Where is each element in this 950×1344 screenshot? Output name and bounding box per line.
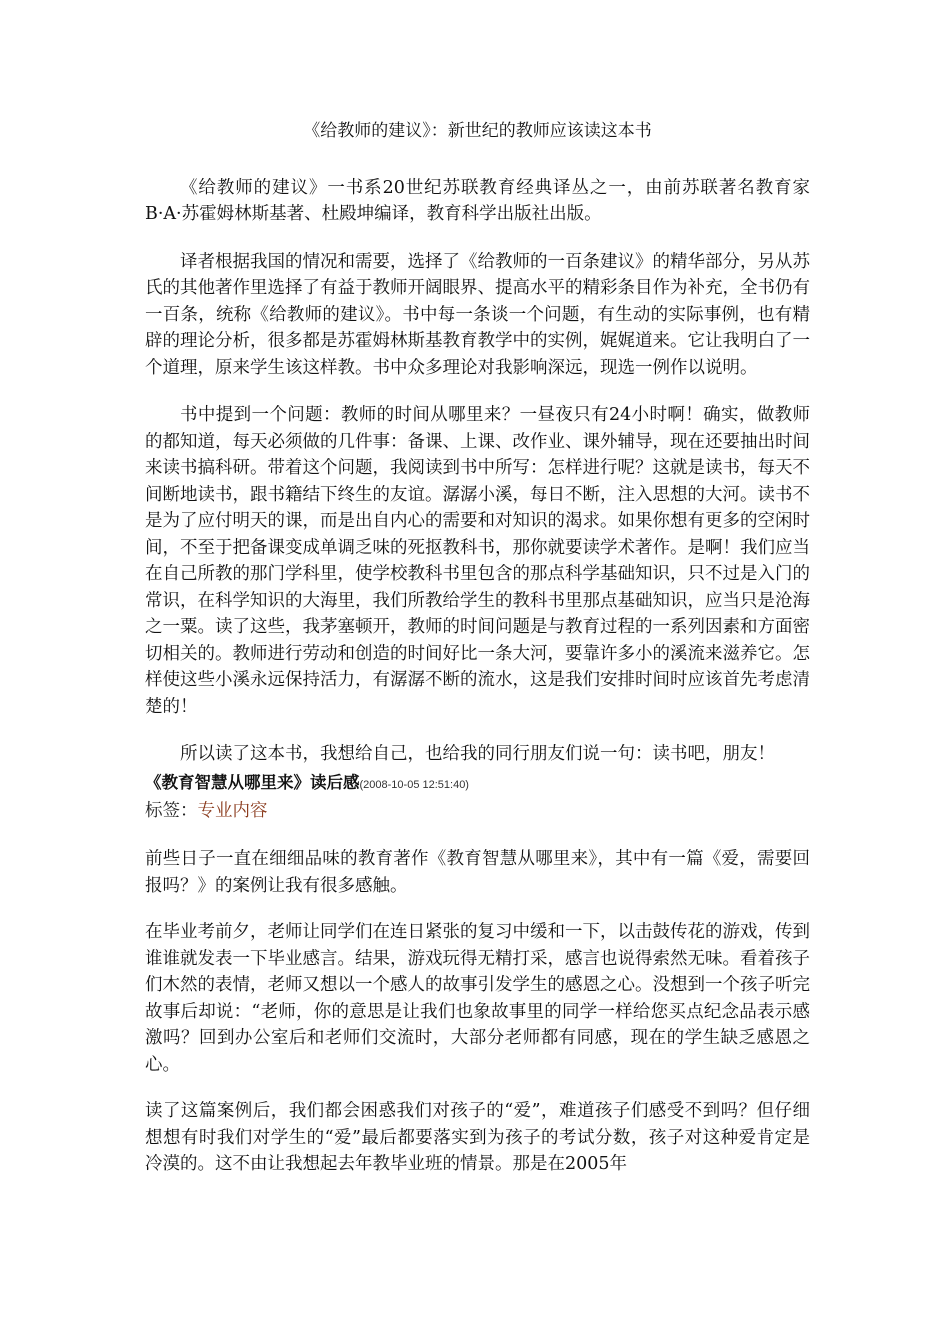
- blog-paragraph-1: 前些日子一直在细细品味的教育著作《教育智慧从哪里来》，其中有一篇《爱，需要回报吗？》的案例让我有很多感触。: [145, 849, 810, 896]
- blog-post-title[interactable]: 《教育智慧从哪里来》读后感: [145, 772, 360, 792]
- tag-link[interactable]: 专业内容: [197, 800, 268, 821]
- article-paragraph-1: 《给教师的建议》一书系20世纪苏联教育经典译丛之一，由前苏联著名教育家B·A·苏霍姆林斯基著、杜殿坤编译，教育科学出版社出版。: [145, 177, 810, 224]
- blog-post-header: [145, 770, 810, 798]
- blog-paragraph-3: 读了这篇案例后，我们都会困惑我们对孩子的“爱”，难道孩子们感受不到吗？但仔细想想有时我们对学生的“爱”最后都要落实到为孩子的考试分数，孩子对这种爱肯定是冷漠的。这不由让我想起去年教毕业班的情景。那是在2005年: [145, 1101, 810, 1174]
- document-page: [145, 118, 810, 1198]
- article-title: 《给教师的建议》：新世纪的教师应该读这本书: [303, 121, 652, 141]
- article-paragraph-4: 所以读了这本书，我想给自己，也给我的同行朋友们说一句：读书吧，朋友！: [180, 744, 775, 764]
- tag-line: [145, 798, 810, 825]
- blog-paragraph-2: 在毕业考前夕，老师让同学们在连日紧张的复习中缓和一下，以击鼓传花的游戏，传到谁谁就发表一下毕业感言。结果，游戏玩得无精打采，感言也说得索然无味。看着孩子们木然的表情，老师又想以一个感人的故事引发学生的感恩之心。没想到一个孩子听完故事后却说：“老师，你的意思是让我们也象故事里的同学一样给您买点纪念品表示感激吗？回到办公室后和老师们交流时，大部分老师都有同感，现在的学生缺乏感恩之心。: [145, 922, 810, 1075]
- tag-label: 标签：: [145, 800, 198, 821]
- article-paragraph-3: 书中提到一个问题：教师的时间从哪里来？一昼夜只有24小时啊！确实，做教师的都知道，每天必须做的几件事：备课、上课、改作业、课外辅导，现在还要抽出时间来读书搞科研。带着这个问题，我阅读到书中所写：怎样进行呢？这就是读书，每天不间断地读书，跟书籍结下终生的友谊。潺潺小溪，每日不断，注入思想的大河。读书不是为了应付明天的课，而是出自内心的需要和对知识的渴求。如果你想有更多的空闲时间，不至于把备课变成单调乏味的死抠教科书，那你就要读学术著作。是啊！我们应当在自己所教的那门学科里，使学校教科书里包含的那点科学基础知识，只不过是入门的常识，在科学知识的大海里，我们所教给学生的教科书里那点基础知识，应当只是沧海之一粟。读了这些，我茅塞顿开，教师的时间问题是与教育过程的一系列因素和方面密切相关的。教师进行劳动和创造的时间好比一条大河，要靠许多小的溪流来滋养它。怎样使这些小溪永远保持活力，有潺潺不断的流水，这是我们安排时间时应该首先考虑清楚的！: [145, 405, 810, 717]
- article-paragraph-2: 译者根据我国的情况和需要，选择了《给教师的一百条建议》的精华部分，另从苏氏的其他著作里选择了有益于教师开阔眼界、提高水平的精彩条目作为补充，全书仍有一百条，统称《给教师的建议》。书中每一条谈一个问题，有生动的实际事例，也有精辟的理论分析，很多都是苏霍姆林斯基教育教学中的实例，娓娓道来。它让我明白了一个道理，原来学生该这样教。书中众多理论对我影响深远，现选一例作以说明。: [145, 251, 810, 378]
- blog-post-date: (2008-10-05 12:51:40): [359, 778, 469, 791]
